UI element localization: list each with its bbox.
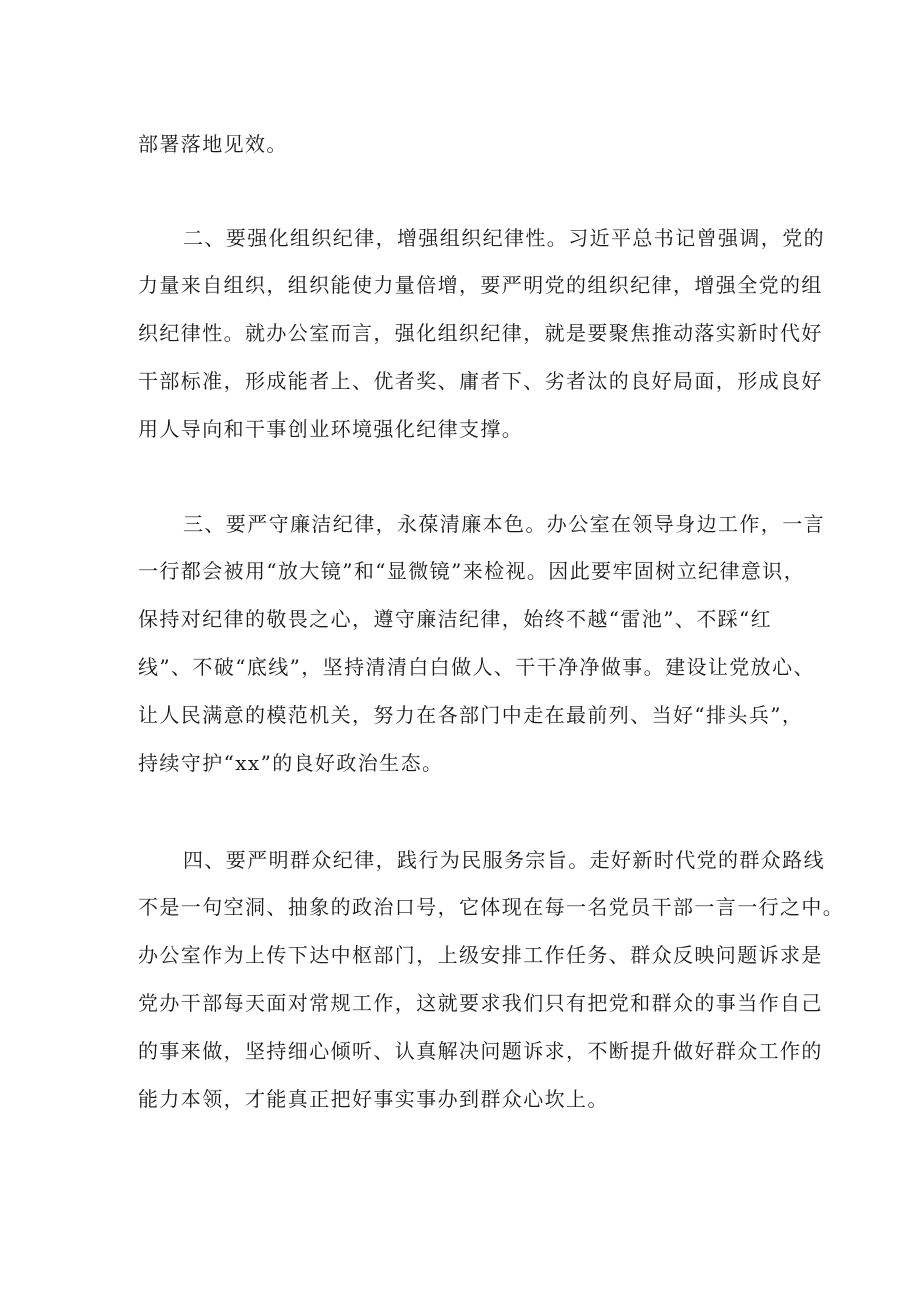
paragraph-4-line-2: 不是一句空洞、抽象的政治口号，它体现在每一名党员干部一言一行之中。 xyxy=(138,895,845,919)
paragraph-4-line-1: 四、要严明群众纪律，践行为民服务宗旨。走好新时代党的群众路线 xyxy=(183,848,825,872)
paragraph-4-line-6: 能力本领，才能真正把好事实事办到群众心坎上。 xyxy=(138,1087,609,1111)
paragraph-2-line-5: 用人导向和干事创业环境强化纪律支撑。 xyxy=(138,417,524,441)
paragraph-3-line-5: 让人民满意的模范机关，努力在各部门中走在最前列、当好“排头兵”， xyxy=(138,703,804,727)
paragraph-3-line-6: 持续守护“xx”的良好政治生态。 xyxy=(138,751,444,775)
paragraph-2-line-4: 干部标准，形成能者上、优者奖、庸者下、劣者汰的良好局面，形成良好 xyxy=(138,369,823,393)
paragraph-3-line-3: 保持对纪律的敬畏之心，遵守廉洁纪律，始终不越“雷池”、不踩“红 xyxy=(138,607,773,631)
paragraph-2-line-2: 力量来自组织，组织能使力量倍增，要严明党的组织纪律，增强全党的组 xyxy=(138,273,823,297)
paragraph-4-line-3: 办公室作为上传下达中枢部门，上级安排工作任务、群众反映问题诉求是 xyxy=(138,943,823,967)
paragraph-2-line-1: 二、要强化组织纪律，增强组织纪律性。习近平总书记曾强调，党的 xyxy=(183,226,825,250)
paragraph-3-line-4: 线”、不破“底线”，坚持清清白白做人、干干净净做事。建设让党放心、 xyxy=(138,655,815,679)
paragraph-3-line-2: 一行都会被用“放大镜”和“显微镜”来检视。因此要牢固树立纪律意识， xyxy=(138,559,806,583)
paragraph-3-line-1: 三、要严守廉洁纪律，永葆清廉本色。办公室在领导身边工作，一言 xyxy=(183,512,825,536)
paragraph-1-line-1: 部署落地见效。 xyxy=(138,132,288,156)
paragraph-4-line-4: 党办干部每天面对常规工作，这就要求我们只有把党和群众的事当作自己 xyxy=(138,991,823,1015)
paragraph-2-line-3: 织纪律性。就办公室而言，强化组织纪律，就是要聚焦推动落实新时代好 xyxy=(138,321,823,345)
paragraph-4-line-5: 的事来做，坚持细心倾听、认真解决问题诉求，不断提升做好群众工作的 xyxy=(138,1039,823,1063)
